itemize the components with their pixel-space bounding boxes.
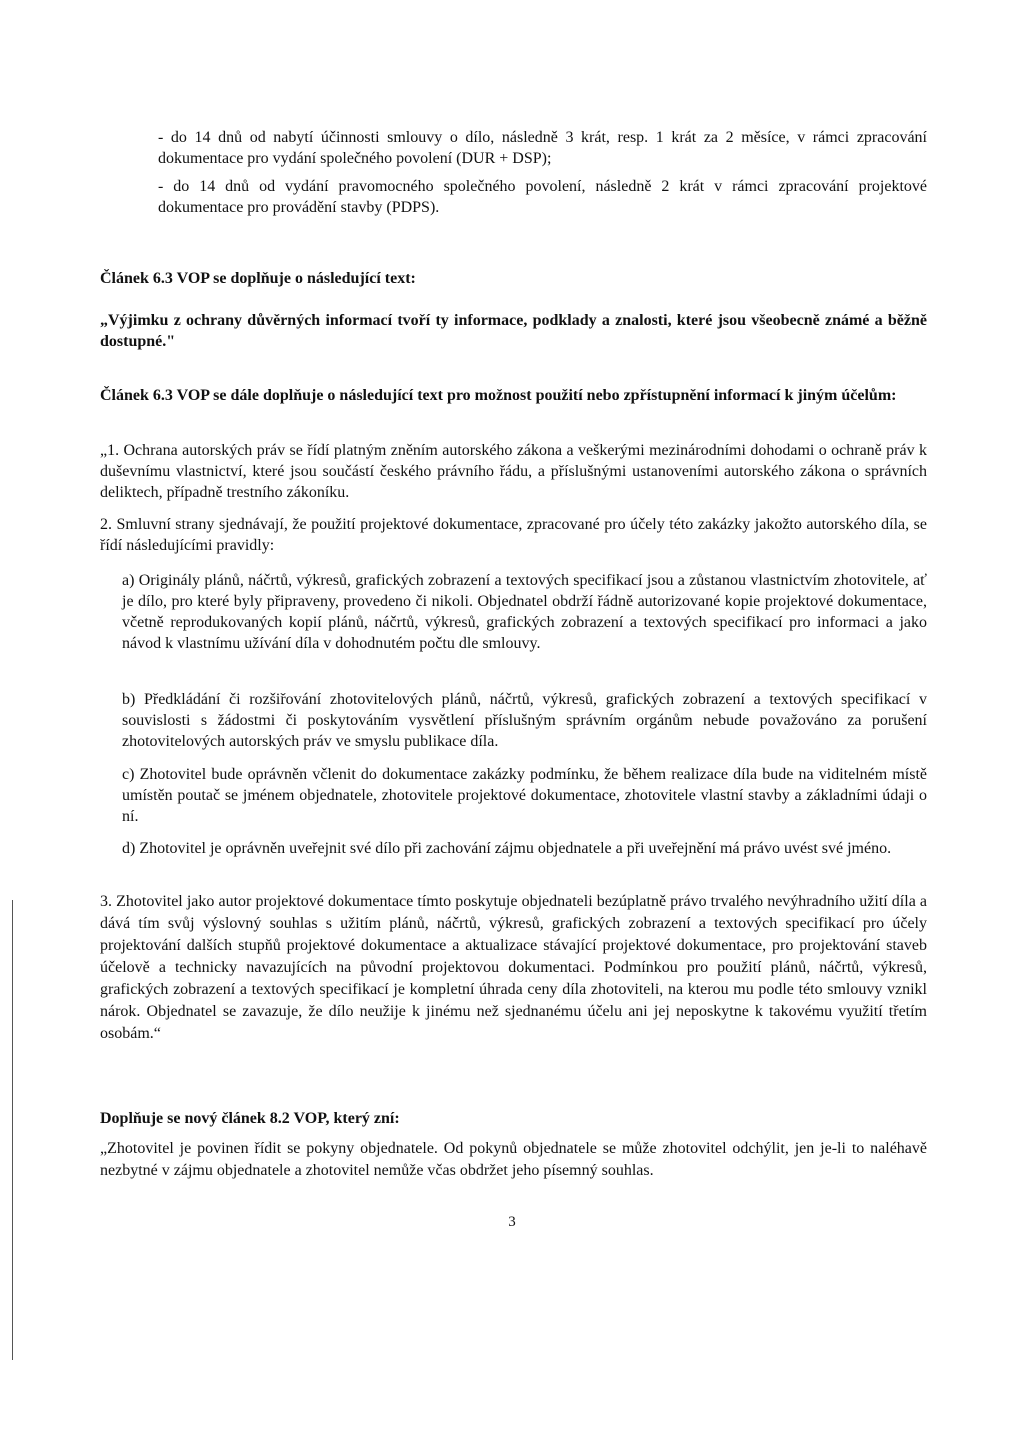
article-heading-1: Článek 6.3 VOP se doplňuje o následující text: bbox=[100, 270, 416, 287]
item-b: b) Předkládání či rozšiřování zhotovitelových plánů, náčrtů, výkresů, grafických zobrazení a textových specifikací v souvislosti s žádostmi či poskytováním vysvětlení příslušným správním orgánům nebude považováno za porušení zhotovitelových autorských práv ve smyslu publikace díla. bbox=[122, 691, 927, 750]
intro-bullet-1: - do 14 dnů od nabytí účinnosti smlouvy o dílo, následně 3 krát, resp. 1 krát za 2 měsíce, v rámci zpracování dokumentace pro vydání společného povolení (DUR + DSP); bbox=[158, 129, 927, 167]
margin-line bbox=[12, 900, 13, 1360]
article-quote-1: „Výjimku z ochrany důvěrných informací tvoří ty informace, podklady a znalosti, které jsou všeobecně známé a běžně dostupné." bbox=[100, 312, 927, 350]
article-quote-3: „Zhotovitel je povinen řídit se pokyny objednatele. Od pokynů objednatele se může zhotovitel odchýlit, jen je-li to naléhavě nezbytné v zájmu objednatele a zhotovitel nemůže včas obdržet jeho písemný souhlas. bbox=[100, 1140, 927, 1179]
item-a: a) Originály plánů, náčrtů, výkresů, grafických zobrazení a textových specifikací jsou a zůstanou vlastnictvím zhotovitele, ať je dílo, pro které byly připraveny, provedeno či nikoli. Objednatel obdrží řádně autorizované kopie projektové dokumentace, včetně reprodukovaných kopií plánů, náčrtů, výkresů, grafických zobrazení a textových specifikací pro informaci a jako návod k vlastnímu užívání díla v dohodnutém počtu dle smlouvy. bbox=[122, 572, 927, 652]
paragraph-2: 2. Smluvní strany sjednávají, že použití projektové dokumentace, zpracované pro účely této zakázky jakožto autorského díla, se řídí následujícími pravidly: bbox=[100, 516, 927, 554]
article-heading-2: Článek 6.3 VOP se dále doplňuje o následující text pro možnost použití nebo zpřístupnění informací k jiným účelům: bbox=[100, 387, 897, 404]
item-d: d) Zhotovitel je oprávněn uveřejnit své dílo při zachování zájmu objednatele a při uveřejnění má právo uvést své jméno. bbox=[122, 840, 892, 857]
intro-bullet-2: - do 14 dnů od vydání pravomocného společného povolení, následně 2 krát v rámci zpracování projektové dokumentace pro provádění stavby (PDPS). bbox=[158, 178, 927, 216]
paragraph-3: 3. Zhotovitel jako autor projektové dokumentace tímto poskytuje objednateli bezúplatně právo trvalého nevýhradního užití díla a dává tím svůj výslovný souhlas s užitím plánů, náčrtů, výkresů, grafických zobrazení a textových specifikací pro účely projektování dalších stupňů projektové dokumentace a aktualizace stávající projektové dokumentace, pro projektování staveb účelově a technicky navazujících na původní projektovou dokumentaci. Podmínkou pro použití plánů, náčrtů, výkresů, grafických zobrazení a textových specifikací je kompletní úhrada ceny díla zhotoviteli, na kterou mu podle této smlouvy vznikl nárok. Objednatel se zavazuje, že dílo neužije k jinému než sjednanému účelu ani jej neposkytne k takovému využití třetím osobám.“ bbox=[100, 893, 927, 1042]
paragraph-1: „1. Ochrana autorských práv se řídí platným zněním autorského zákona a veškerými mezinárodními dohodami o ochraně práv k duševnímu vlastnictví, které jsou součástí českého právního řádu, a příslušnými ustanoveními autorského zákona o správních deliktech, případně trestního zákoníku. bbox=[100, 442, 927, 501]
article-heading-3: Doplňuje se nový článek 8.2 VOP, který zní: bbox=[100, 1110, 400, 1127]
item-c: c) Zhotovitel bude oprávněn včlenit do dokumentace zakázky podmínku, že během realizace díla bude na viditelném místě umístěn poutač se jménem objednatele, zhotovitele projektové dokumentace, zhotovitele vlastní stavby a základními údaji o ní. bbox=[122, 766, 927, 825]
page-number: 3 bbox=[508, 1214, 516, 1230]
